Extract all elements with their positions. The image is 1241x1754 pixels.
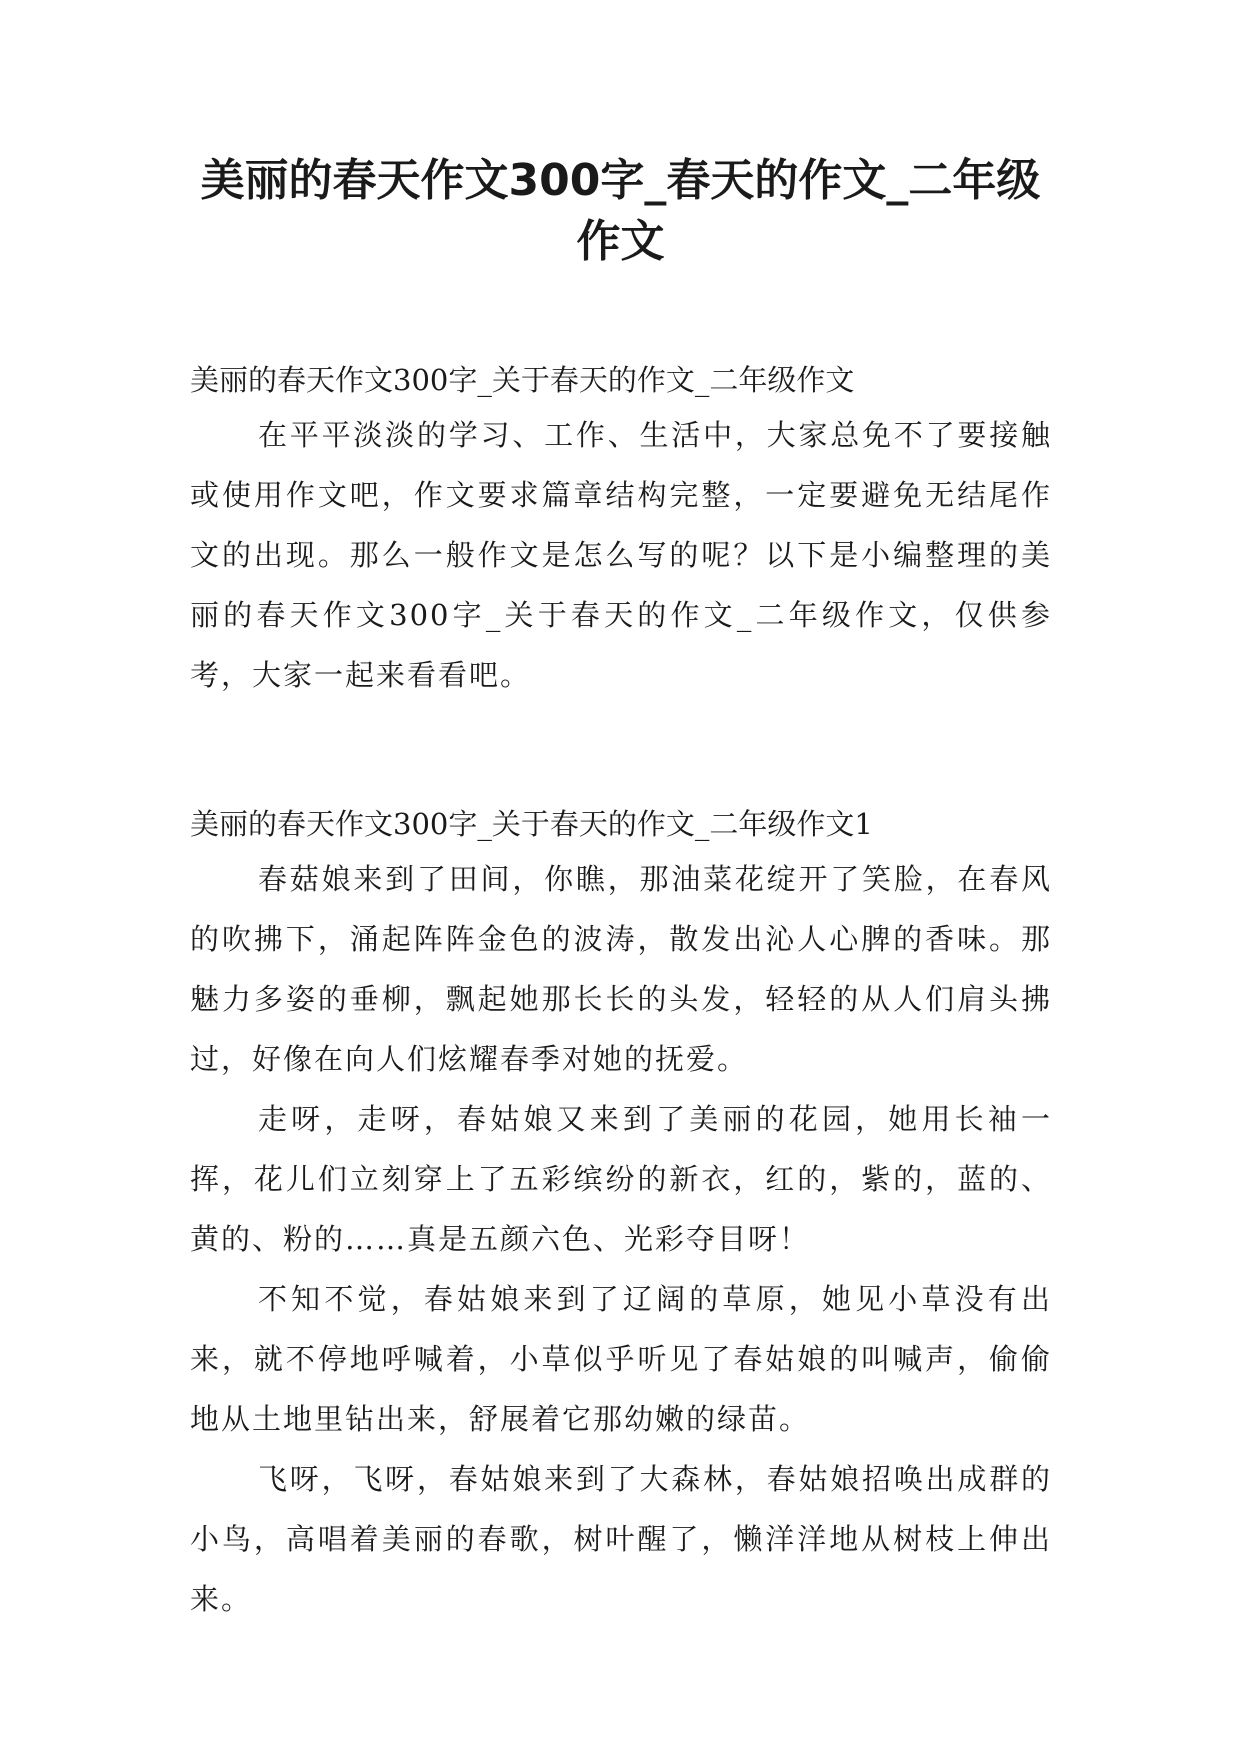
- section-spacer: [190, 705, 1060, 799]
- document-title: [150, 150, 1091, 272]
- section-1-paragraph-1: 春菇娘来到了田间，你瞧，那油菜花绽开了笑脸，在春风的吹拂下，涌起阵阵金色的波涛，散发出沁人心脾的香味。那魅力多姿的垂柳，飘起她那长长的头发，轻轻的从人们肩头拂过，好像在向人们炫耀春季对她的抚爱。: [190, 862, 1052, 1076]
- section-1-paragraph-2: 走呀，走呀，春姑娘又来到了美丽的花园，她用长袖一挥，花儿们立刻穿上了五彩缤纷的新衣，红的，紫的，蓝的、黄的、粉的……真是五颜六色、光彩夺目呀！: [190, 1102, 1052, 1256]
- section-1-paragraph-4: 飞呀，飞呀，春姑娘来到了大森林，春姑娘招唤出成群的小鸟，高唱着美丽的春歌，树叶醒了，懒洋洋地从树枝上伸出来。: [190, 1462, 1052, 1616]
- title-line-1: 美丽的春天作文300字_春天的作文_二年级: [200, 155, 1041, 206]
- title-line-2: 作文: [576, 216, 665, 267]
- intro-paragraph: 在平平淡淡的学习、工作、生活中，大家总免不了要接触或使用作文吧，作文要求篇章结构完整，一定要避免无结尾作文的出现。那么一般作文是怎么写的呢？以下是小编整理的美丽的春天作文300字_关于春天的作文_二年级作文，仅供参考，大家一起来看看吧。: [190, 418, 1052, 692]
- section-1-heading: 美丽的春天作文300字_关于春天的作文_二年级作文1: [190, 807, 873, 841]
- intro-heading: 美丽的春天作文300字_关于春天的作文_二年级作文: [190, 363, 855, 397]
- section-1-paragraph-3: 不知不觉，春姑娘来到了辽阔的草原，她见小草没有出来，就不停地呼喊着，小草似乎听见了春姑娘的叫喊声，偷偷地从土地里钻出来，舒展着它那幼嫩的绿苗。: [190, 1282, 1052, 1436]
- document-body: [190, 355, 1060, 1629]
